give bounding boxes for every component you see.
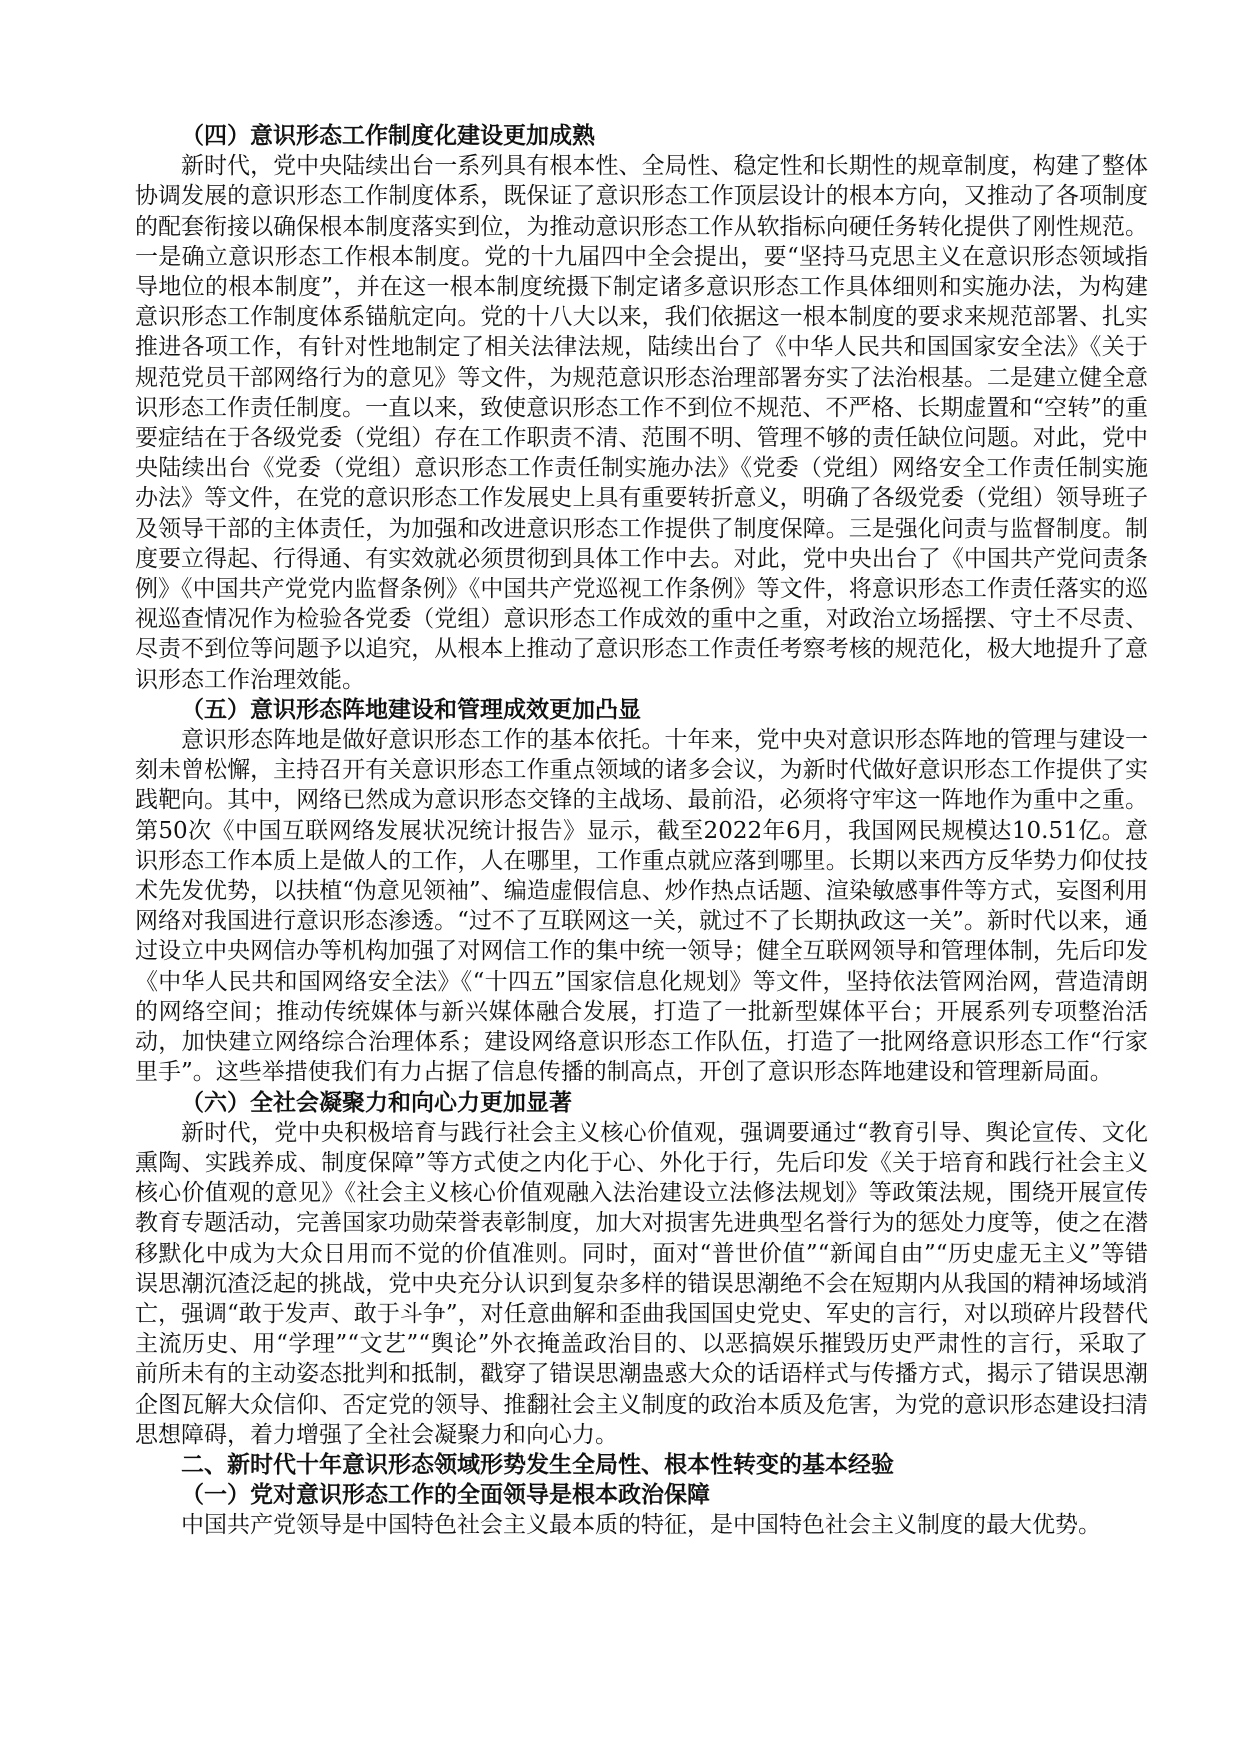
subsection-heading-2-1: （一）党对意识形态工作的全面领导是根本政治保障 [181, 1482, 710, 1509]
section-heading-6: （六）全社会凝聚力和向心力更加显著 [181, 1089, 572, 1116]
section-heading-5: （五）意识形态阵地建设和管理成效更加凸显 [181, 696, 641, 723]
subsection-paragraph-2-1: 中国共产党领导是中国特色社会主义最本质的特征，是中国特色社会主义制度的最大优势。 [181, 1512, 1101, 1539]
section-paragraph-4: 新时代，党中央陆续出台一系列具有根本性、全局性、稳定性和长期性的规章制度，构建了整体协调发展的意识形态工作制度体系，既保证了意识形态工作顶层设计的根本方向，又推动了各项制度的配套衔接以确保根本制度落实到位，为推动意识形态工作从软指标向硬任务转化提供了刚性规范。一是确立意识形态工作根本制度。党的十九届四中全会提出，要“坚持马克思主义在意识形态领域指导地位的根本制度”，并在这一根本制度统摄下制定诸多意识形态工作具体细则和实施办法，为构建意识形态工作制度体系锚航定向。党的十八大以来，我们依据这一根本制度的要求来规范部署、扎实推进各项工作，有针对性地制定了相关法律法规，陆续出台了《中华人民共和国国家安全法》《关于规范党员干部网络行为的意见》等文件，为规范意识形态治理部署夯实了法治根基。二是建立健全意识形态工作责任制度。一直以来，致使意识形态工作不到位不规范、不严格、长期虚置和“空转”的重要症结在于各级党委（党组）存在工作职责不清、范围不明、管理不够的责任缺位问题。对此，党中央陆续出台《党委（党组）意识形态工作责任制实施办法》《党委（党组）网络安全工作责任制实施办法》等文件，在党的意识形态工作发展史上具有重要转折意义，明确了各级党委（党组）领导班子及领导干部的主体责任，为加强和改进意识形态工作提供了制度保障。三是强化问责与监督制度。制度要立得起、行得通、有实效就必须贯彻到具体工作中去。对此，党中央出台了《中国共产党问责条例》《中国共产党党内监督条例》《中国共产党巡视工作条例》等文件，将意识形态工作责任落实的巡视巡查情况作为检验各党委（党组）意识形态工作成效的重中之重，对政治立场摇摆、守土不尽责、尽责不到位等问题予以追究，从根本上推动了意识形态工作责任考察考核的规范化，极大地提升了意识形态工作治理效能。 [135, 153, 1148, 693]
document-body [135, 121, 1148, 1541]
section-paragraph-5: 意识形态阵地是做好意识形态工作的基本依托。十年来，党中央对意识形态阵地的管理与建设一刻未曾松懈，主持召开有关意识形态工作重点领域的诸多会议，为新时代做好意识形态工作提供了实践靶向。其中，网络已然成为意识形态交锋的主战场、最前沿，必须将守牢这一阵地作为重中之重。第50次《中国互联网络发展状况统计报告》显示，截至2022年6月，我国网民规模达10.51亿。意识形态工作本质上是做人的工作，人在哪里，工作重点就应落到哪里。长期以来西方反华势力仰仗技术先发优势，以扶植“伪意见领袖”、编造虚假信息、炒作热点话题、渲染敏感事件等方式，妄图利用网络对我国进行意识形态渗透。“过不了互联网这一关，就过不了长期执政这一关”。新时代以来，通过设立中央网信办等机构加强了对网信工作的集中统一领导；健全互联网领导和管理体制，先后印发《中华人民共和国网络安全法》《“十四五”国家信息化规划》等文件，坚持依法管网治网，营造清朗的网络空间；推动传统媒体与新兴媒体融合发展，打造了一批新型媒体平台；开展系列专项整治活动，加快建立网络综合治理体系；建设网络意识形态工作队伍，打造了一批网络意识形态工作“行家里手”。这些举措使我们有力占据了信息传播的制高点，开创了意识形态阵地建设和管理新局面。 [135, 727, 1148, 1086]
section-heading-4: （四）意识形态工作制度化建设更加成熟 [181, 123, 595, 149]
part-heading-2: 二、新时代十年意识形态领域形势发生全局性、根本性转变的基本经验 [181, 1451, 894, 1478]
section-paragraph-6: 新时代，党中央积极培育与践行社会主义核心价值观，强调要通过“教育引导、舆论宣传、文化熏陶、实践养成、制度保障”等方式使之内化于心、外化于行，先后印发《关于培育和践行社会主义核心价值观的意见》《社会主义核心价值观融入法治建设立法修法规划》等政策法规，围绕开展宣传教育专题活动，完善国家功勋荣誉表彰制度，加大对损害先进典型名誉行为的惩处力度等，使之在潜移默化中成为大众日用而不觉的价值准则。同时，面对“普世价值”“新闻自由”“历史虚无主义”等错误思潮沉渣泛起的挑战，党中央充分认识到复杂多样的错误思潮绝不会在短期内从我国的精神场域消亡，强调“敢于发声、敢于斗争”，对任意曲解和歪曲我国国史党史、军史的言行，对以琐碎片段替代主流历史、用“学理”“文艺”“舆论”外衣掩盖政治目的、以恶搞娱乐摧毁历史严肃性的言行，采取了前所未有的主动姿态批判和抵制，戳穿了错误思潮蛊惑大众的话语样式与传播方式，揭示了错误思潮企图瓦解大众信仰、否定党的领导、推翻社会主义制度的政治本质及危害，为党的意识形态建设扫清思想障碍，着力增强了全社会凝聚力和向心力。 [135, 1119, 1148, 1448]
